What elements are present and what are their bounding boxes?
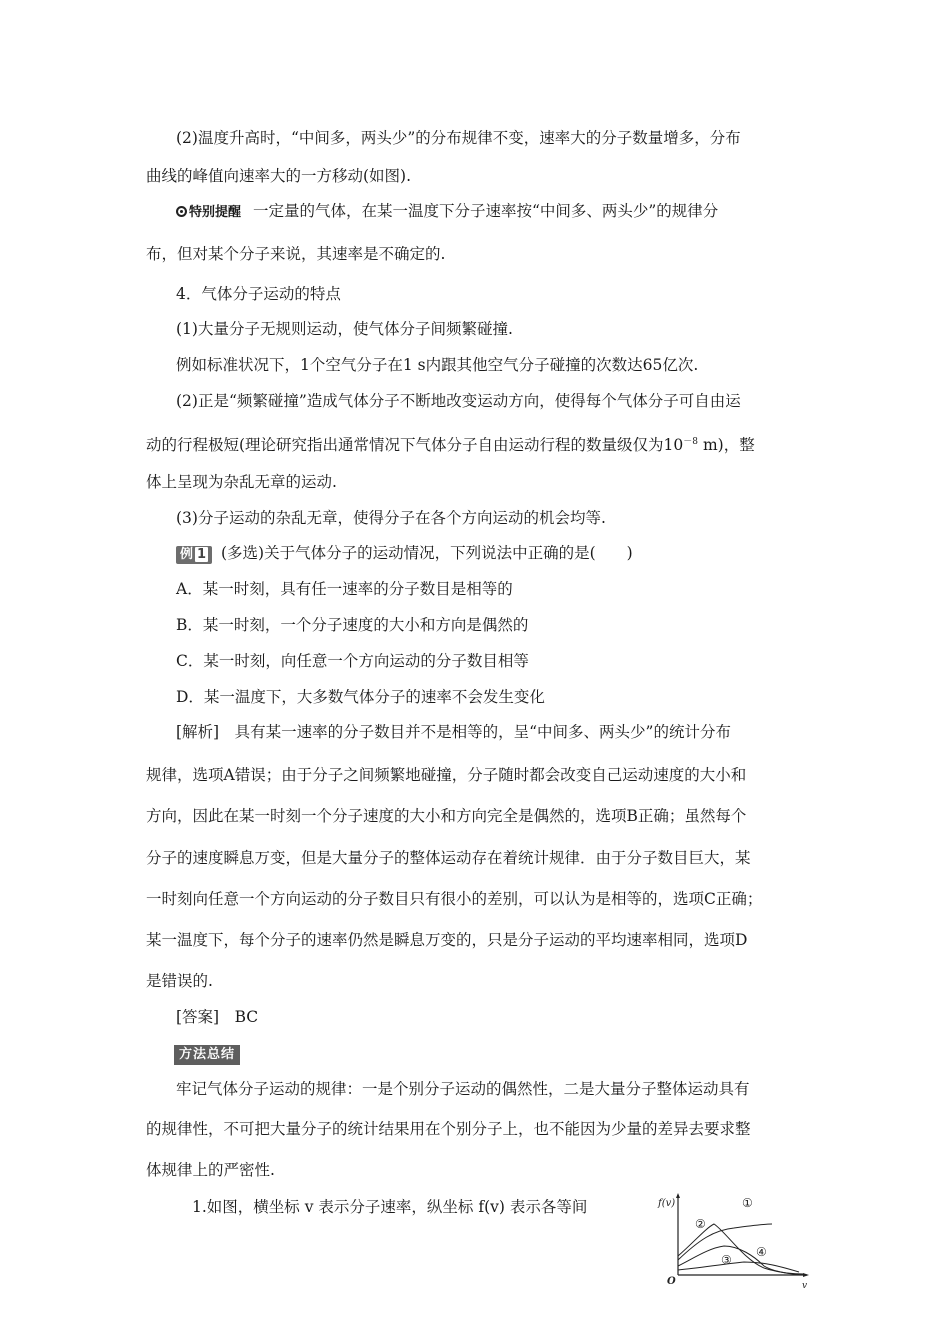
paragraph-line: 体上呈现为杂乱无章的运动. — [146, 473, 337, 491]
paragraph-line: 动的行程极短(理论研究指出通常情况下气体分子自由运动行程的数量级仅为$10^{-8}$ m)，整 — [146, 436, 755, 454]
y-axis-label: f(v) — [658, 1198, 676, 1209]
curve-label-1: ① — [742, 1196, 753, 1210]
solution-line: 规律，选项A错误；由于分子之间频繁地碰撞，分子随时都会改变自己运动速度的大小和 — [146, 766, 747, 784]
target-icon — [176, 206, 187, 217]
option-a: A．某一时刻，具有任一速率的分子数目是相等的 — [176, 580, 513, 598]
curve-label-4: ④ — [756, 1245, 767, 1259]
question-stem: (多选)关于气体分子的运动情况，下列说法中正确的是( ) — [221, 544, 633, 562]
exercise-question: 1.如图，横坐标 v 表示分子速率，纵坐标 f(v) 表示各等间 — [192, 1198, 588, 1216]
option-c: C．某一时刻，向任意一个方向运动的分子数目相等 — [176, 652, 529, 670]
special-reminder — [176, 201, 718, 222]
x-axis-label: v — [802, 1281, 808, 1290]
method-line: 体规律上的严密性. — [146, 1161, 275, 1179]
paragraph-line: 一定量的气体，在某一温度下分子速率按“中间多、两头少”的规律分 — [252, 202, 719, 220]
solution-line: 某一温度下，每个分子的速率仍然是瞬息万变的，只是分子运动的平均速率相同，选项D — [146, 931, 748, 949]
paragraph-line: (2)温度升高时，“中间多，两头少”的分布规律不变，速率大的分子数量增多，分布 — [176, 129, 741, 147]
method-line: 牢记气体分子运动的规律：一是个别分子运动的偶然性，二是大量分子整体运动具有 — [176, 1080, 750, 1098]
special-reminder-tag: 特别提醒 — [176, 204, 244, 222]
example-tag: 例 1 — [176, 546, 212, 564]
paragraph-line: 例如标准状况下，1个空气分子在1 s内跟其他空气分子碰撞的次数达65亿次. — [176, 356, 699, 374]
solution-line: 一时刻向任意一个方向运动的分子数目只有很小的差别，可以认为是相等的，选项C正确； — [146, 890, 763, 908]
paragraph-line: 布，但对某个分子来说，其速率是不确定的. — [146, 245, 446, 263]
option-d: D．某一温度下，大多数气体分子的速率不会发生变化 — [176, 688, 545, 706]
paragraph-line: (3)分子运动的杂乱无章，使得分子在各个方向运动的机会均等. — [176, 509, 606, 527]
option-b: B．某一时刻，一个分子速度的大小和方向是偶然的 — [176, 616, 529, 634]
method-line: 的规律性，不可把大量分子的统计结果用在个别分子上，也不能因为少量的差异去要求整 — [146, 1120, 751, 1138]
paragraph-line: (1)大量分子无规则运动，使气体分子间频繁碰撞. — [176, 320, 513, 338]
solution-line: 方向，因此在某一时刻一个分子速度的大小和方向完全是偶然的，选项B正确；虽然每个 — [146, 807, 747, 825]
curve-3 — [678, 1246, 804, 1275]
origin-label: O — [667, 1276, 676, 1287]
solution-line: 是错误的. — [146, 972, 213, 990]
curve-label-2: ② — [695, 1217, 706, 1231]
method-summary-tag: 方法总结 — [174, 1043, 244, 1065]
solution-line: [解析] 具有某一速率的分子数目并不是相等的，呈“中间多、两头少”的统计分布 — [176, 723, 731, 741]
curve-2 — [678, 1224, 804, 1274]
paragraph-line: 曲线的峰值向速率大的一方移动(如图). — [146, 167, 412, 185]
y-axis-arrow — [676, 1193, 680, 1198]
curve-label-3: ③ — [721, 1253, 732, 1267]
paragraph-line: (2)正是“频繁碰撞”造成气体分子不断地改变运动方向，使得每个气体分子可自由运 — [176, 392, 741, 410]
answer: [答案] BC — [176, 1008, 259, 1026]
speed-distribution-figure — [654, 1190, 814, 1290]
curve-4 — [678, 1262, 799, 1272]
section-heading: 4．气体分子运动的特点 — [176, 285, 341, 303]
example-question — [176, 543, 633, 564]
solution-line: 分子的速度瞬息万变，但是大量分子的整体运动存在着统计规律．由于分子数目巨大，某 — [146, 849, 751, 867]
